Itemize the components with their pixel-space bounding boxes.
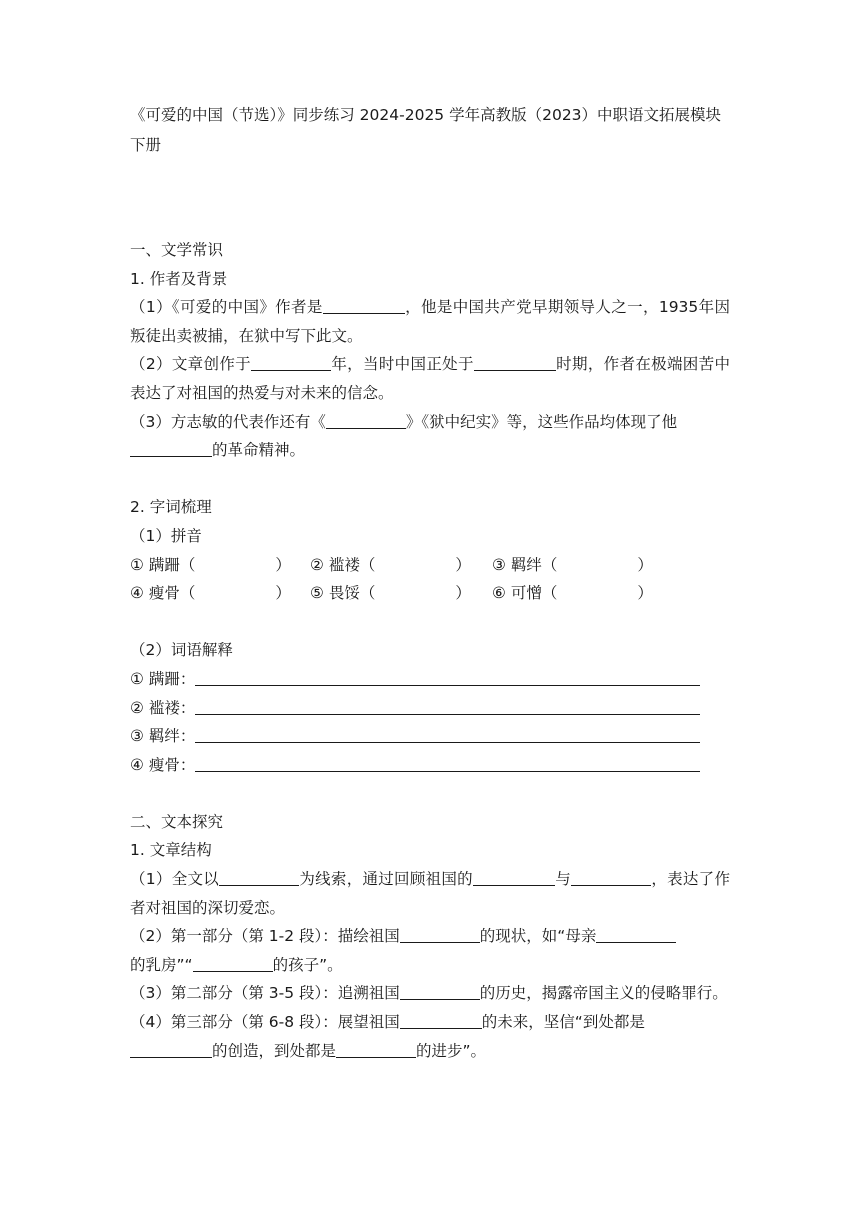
answer-blank[interactable] xyxy=(130,438,212,457)
section-heading-text-exploration: 二、文本探究 xyxy=(130,812,224,831)
answer-blank[interactable] xyxy=(195,696,700,715)
pinyin-item[interactable]: ⑤ 畏馁（ ） xyxy=(310,584,471,603)
pinyin-label: （1）拼音 xyxy=(130,526,202,545)
answer-blank[interactable] xyxy=(323,295,405,314)
answer-blank[interactable] xyxy=(193,953,273,972)
answer-blank[interactable] xyxy=(474,352,556,371)
answer-blank[interactable] xyxy=(400,981,480,1000)
word-explanation-item: ④ 瘦骨： xyxy=(130,751,730,780)
pinyin-item[interactable]: ③ 羁绊（ ） xyxy=(492,555,653,574)
pinyin-item[interactable]: ④ 瘦骨（ ） xyxy=(130,584,291,603)
answer-blank[interactable] xyxy=(400,924,480,943)
answer-blank[interactable] xyxy=(195,753,700,772)
answer-blank[interactable] xyxy=(336,1039,416,1058)
answer-blank[interactable] xyxy=(326,410,406,429)
answer-blank[interactable] xyxy=(130,1039,212,1058)
word-explanation-label: （2）词语解释 xyxy=(130,641,233,660)
pinyin-item[interactable]: ① 蹒跚（ ） xyxy=(130,555,291,574)
word-explanation-item: ① 蹒跚： xyxy=(130,665,730,694)
answer-blank[interactable] xyxy=(596,924,676,943)
answer-blank[interactable] xyxy=(195,724,700,743)
pinyin-item[interactable]: ⑥ 可憎（ ） xyxy=(492,584,653,603)
document-title: 《可爱的中国（节选）》同步练习 2024-2025 学年高教版（2023）中职语文拓展模块下册 xyxy=(130,106,722,154)
question-representative-works: （3）方志敏的代表作还有《 》《狱中纪实》等，这些作品均体现了他 的革命精神。 xyxy=(130,408,730,465)
answer-blank[interactable] xyxy=(195,667,700,686)
section-heading-literary-knowledge: 一、文学常识 xyxy=(130,241,224,259)
answer-blank[interactable] xyxy=(571,867,651,886)
question-author: （1）《可爱的中国》作者是 ，他是中国共产党早期领导人之一，1935年因叛徒出卖被捕，在狱中写下此文。 xyxy=(130,293,730,350)
subheading-structure: 1. 文章结构 xyxy=(130,841,212,860)
answer-blank[interactable] xyxy=(473,867,555,886)
question-part-one: （2）第一部分（第 1-2 段）：描绘祖国 的现状，如“母亲 的乳房”“ 的孩子”。 xyxy=(130,922,730,979)
pinyin-item[interactable]: ② 褴褛（ ） xyxy=(310,555,471,574)
answer-blank[interactable] xyxy=(251,352,331,371)
answer-blank[interactable] xyxy=(400,1010,482,1029)
document-page xyxy=(130,100,730,1065)
answer-blank[interactable] xyxy=(219,867,299,886)
word-explanation-item: ② 褴褛： xyxy=(130,694,730,723)
word-explanation-item: ③ 羁绊： xyxy=(130,722,730,751)
subheading-vocabulary: 2. 字词梳理 xyxy=(130,498,212,517)
question-structure-clue: （1）全文以 为线索，通过回顾祖国的 与 ，表达了作者对祖国的深切爱恋。 xyxy=(130,865,730,922)
question-part-three: （4）第三部分（第 6-8 段）：展望祖国 的未来，坚信“到处都是 的创造，到处都是 的进步”。 xyxy=(130,1008,730,1065)
question-part-two: （3）第二部分（第 3-5 段）：追溯祖国 的历史，揭露帝国主义的侵略罪行。 xyxy=(130,979,730,1008)
subheading-author-background: 1. 作者及背景 xyxy=(130,269,228,288)
pinyin-grid xyxy=(130,551,730,608)
question-creation-time: （2）文章创作于 年，当时中国正处于 时期，作者在极端困苦中表达了对祖国的热爱与对未来的信念。 xyxy=(130,350,730,407)
